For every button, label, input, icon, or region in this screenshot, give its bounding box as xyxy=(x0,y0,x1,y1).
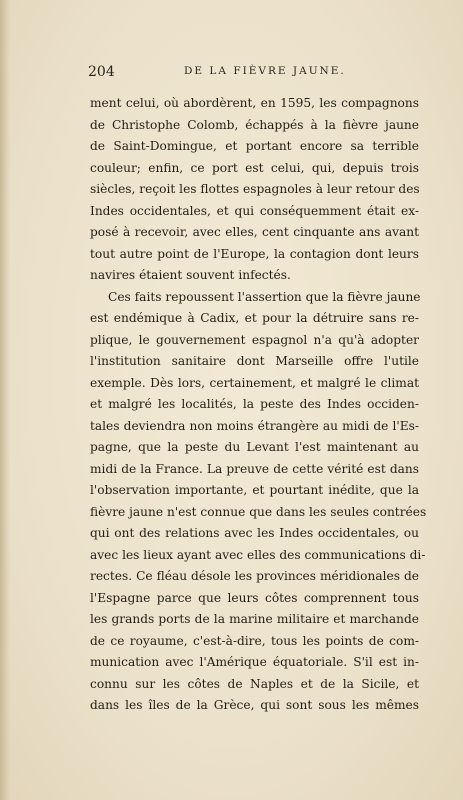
text-line: les grands ports de la marine militaire et marchande xyxy=(90,612,419,626)
text-line: siècles, reçoit les flottes espagnoles à leur retour des xyxy=(90,182,420,196)
text-line: l'observation importante, et pourtant inédite, que la xyxy=(90,483,419,497)
text-line: couleur; enfin, ce port est celui, qui, depuis trois xyxy=(90,160,419,175)
page-gutter-shadow xyxy=(0,0,10,800)
text-line: dans les îles de la Grèce, qui sont sous les mêmes xyxy=(90,698,419,712)
text-line: navires étaient souvent infectés. xyxy=(90,268,291,282)
page-number: 204 xyxy=(88,64,115,80)
text-line: est endémique à Cadix, et pour la détruire sans re- xyxy=(90,311,419,325)
text-line: exemple. Dès lors, certainement, et malgré le climat xyxy=(90,375,419,390)
text-line: tales deviendra non moins étrangère au midi de l'Es- xyxy=(90,418,419,433)
text-line: de Christophe Colomb, échappés à la fièvre jaune xyxy=(90,117,419,132)
text-line: Indes occidentales, et qui conséquemment était ex- xyxy=(90,203,419,218)
text-line: qui ont des relations avec les Indes occidentales, ou xyxy=(90,526,419,540)
text-line: posé à recevoir, avec elles, cent cinquante ans avant xyxy=(90,225,419,239)
running-head: DE LA FIÈVRE JAUNE. xyxy=(184,65,346,77)
text-line: rectes. Ce fléau désole les provinces méridionales de xyxy=(90,569,419,583)
page-header xyxy=(88,64,415,84)
text-line: de ce royaume, c'est-à-dire, tous les points de com- xyxy=(90,633,419,648)
text-line: et malgré les localités, la peste des Indes occiden- xyxy=(90,397,419,411)
text-line: l'institution sanitaire dont Marseille offre l'utile xyxy=(90,354,419,368)
text-line: pagne, que la peste du Levant l'est maintenant au xyxy=(90,440,419,454)
text-line: tout autre point de l'Europe, la contagion dont leurs xyxy=(90,246,419,261)
text-line: de Saint-Domingue, et portant encore sa terrible xyxy=(90,139,419,153)
text-line: fièvre jaune n'est connue que dans les seules contrées xyxy=(90,504,427,519)
text-line: Ces faits repoussent l'assertion que la fièvre jaune xyxy=(108,289,421,304)
text-line: ment celui, où abordèrent, en 1595, les compagnons xyxy=(90,96,419,110)
body-text xyxy=(90,93,427,717)
text-line: plique, le gouvernement espagnol n'a qu'à adopter xyxy=(90,332,419,347)
text-line: l'Espagne parce que leurs côtes comprennent tous xyxy=(90,590,419,605)
text-line: midi de la France. La preuve de cette vérité est dans xyxy=(90,461,419,476)
text-line: munication avec l'Amérique équatoriale. S'il est in- xyxy=(90,655,419,669)
text-line: avec les lieux ayant avec elles des communications di- xyxy=(90,547,426,562)
text-line: connu sur les côtes de Naples et de la Sicile, et xyxy=(90,676,419,691)
